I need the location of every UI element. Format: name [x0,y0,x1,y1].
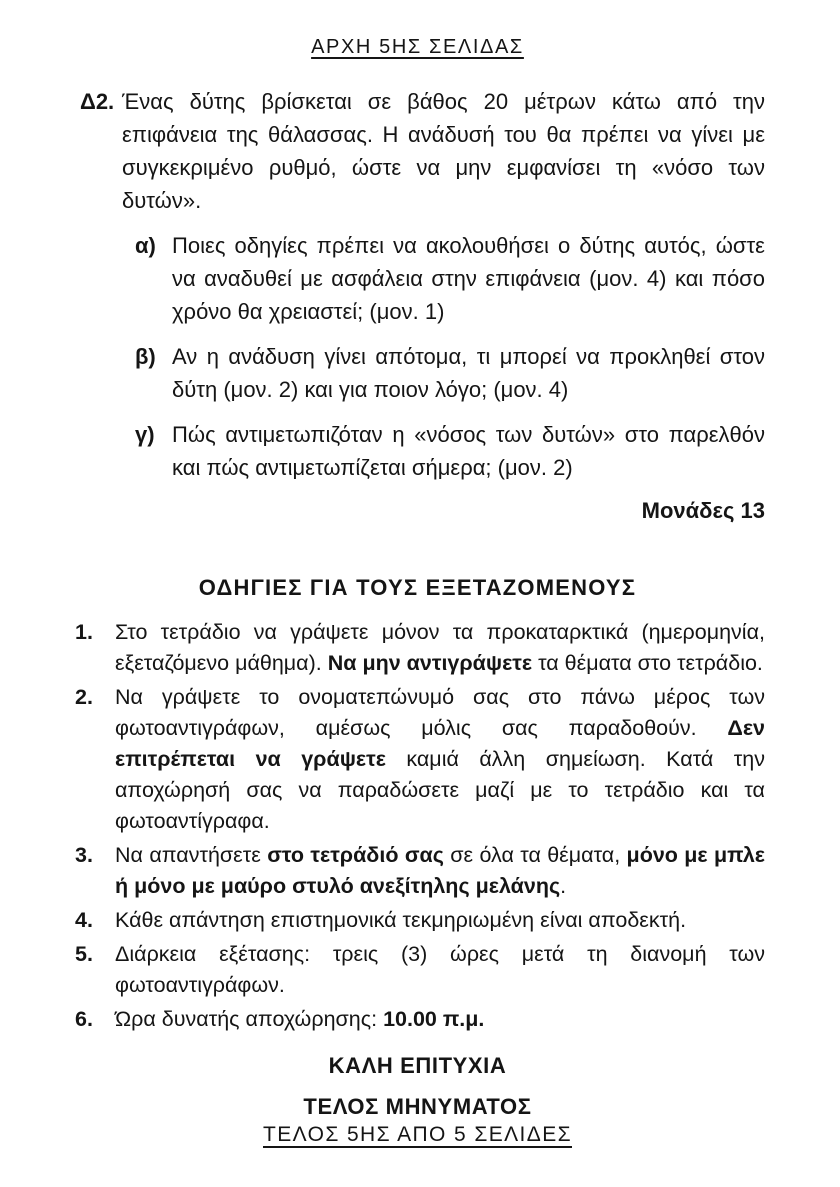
question-d2-section [70,85,765,527]
question-label: Δ2. [80,89,115,114]
instructions-list [70,617,765,1035]
instruction-text: Ώρα δυνατής αποχώρησης: 10.00 π.μ. [115,1007,485,1031]
end-of-message-line: ΤΕΛΟΣ ΜΗΝΥΜΑΤΟΣ [303,1094,532,1119]
instruction-item [70,682,765,837]
instruction-number: 4. [75,908,93,932]
instruction-item [70,905,765,936]
page-header [70,36,765,59]
subitem-label: γ) [135,422,155,447]
question-subitem [70,229,765,328]
instruction-item [70,1004,765,1035]
instruction-number: 5. [75,942,93,966]
question-d2 [70,85,765,217]
instruction-text: Στο τετράδιο να γράψετε μόνον τα προκαταρκτικά (ημερομηνία, εξεταζόμενο μάθημα). Να μην αντιγράψετε τα θέματα στο τετράδιο. [115,620,765,675]
instruction-text: Να γράψετε το ονοματεπώνυμό σας στο πάνω μέρος των φωτοαντιγράφων, αμέσως μόλις σας παραδοθούν. Δεν επιτρέπεται να γράψετε καμιά άλλη σημείωση. Κατά την αποχώρησή σας να παραδώσετε μαζί με το τετράδιο και τα φωτοαντίγραφα. [115,685,765,833]
instructions-title: ΟΔΗΓΙΕΣ ΓΙΑ ΤΟΥΣ ΕΞΕΤΑΖΟΜΕΝΟΥΣ [198,575,637,600]
instruction-item [70,617,765,679]
subitem-label: α) [135,233,156,258]
subitem-text: Πώς αντιμετωπιζόταν η «νόσος των δυτών» στο παρελθόν και πώς αντιμετωπίζεται σήμερα; (μον. 2) [172,422,765,480]
question-text: Ένας δύτης βρίσκεται σε βάθος 20 μέτρων κάτω από την επιφάνεια της θάλασσας. Η ανάδυσή του θα πρέπει να γίνει με συγκεκριμένο ρυθμό, ώστε να μην εμφανίσει τη «νόσο των δυτών». [122,89,765,213]
good-luck-line: ΚΑΛΗ ΕΠΙΤΥΧΙΑ [328,1053,507,1078]
instruction-text: Να απαντήσετε στο τετράδιό σας σε όλα τα θέματα, μόνο με μπλε ή μόνο με μαύρο στυλό ανεξίτηλης μελάνης. [115,843,765,898]
question-subitems [70,229,765,484]
page-header-text: ΑΡΧΗ 5ΗΣ ΣΕΛΙΔΑΣ [311,36,524,58]
subitem-text: Ποιες οδηγίες πρέπει να ακολουθήσει ο δύτης αυτός, ώστε να αναδυθεί με ασφάλεια στην επιφάνεια (μον. 4) και πόσο χρόνο θα χρειαστεί; (μον. 1) [172,233,765,324]
instruction-number: 1. [75,620,93,644]
instruction-number: 3. [75,843,93,867]
instructions-section [70,527,765,1035]
page-footer [70,1123,765,1147]
page-footer-text: ΤΕΛΟΣ 5ΗΣ ΑΠΟ 5 ΣΕΛΙΔΕΣ [263,1123,572,1146]
subitem-label: β) [135,344,156,369]
instruction-text: Διάρκεια εξέτασης: τρεις (3) ώρες μετά τη διανομή των φωτοαντιγράφων. [115,942,765,997]
instruction-number: 2. [75,685,93,709]
instruction-item [70,939,765,1001]
instruction-text: Κάθε απάντηση επιστημονικά τεκμηριωμένη είναι αποδεκτή. [115,908,687,932]
question-subitem [70,418,765,484]
points-total: Μονάδες 13 [641,498,765,523]
instruction-item [70,840,765,902]
question-subitem [70,340,765,406]
instruction-number: 6. [75,1007,93,1031]
subitem-text: Αν η ανάδυση γίνει απότομα, τι μπορεί να προκληθεί στον δύτη (μον. 2) και για ποιον λόγο; (μον. 4) [172,344,765,402]
